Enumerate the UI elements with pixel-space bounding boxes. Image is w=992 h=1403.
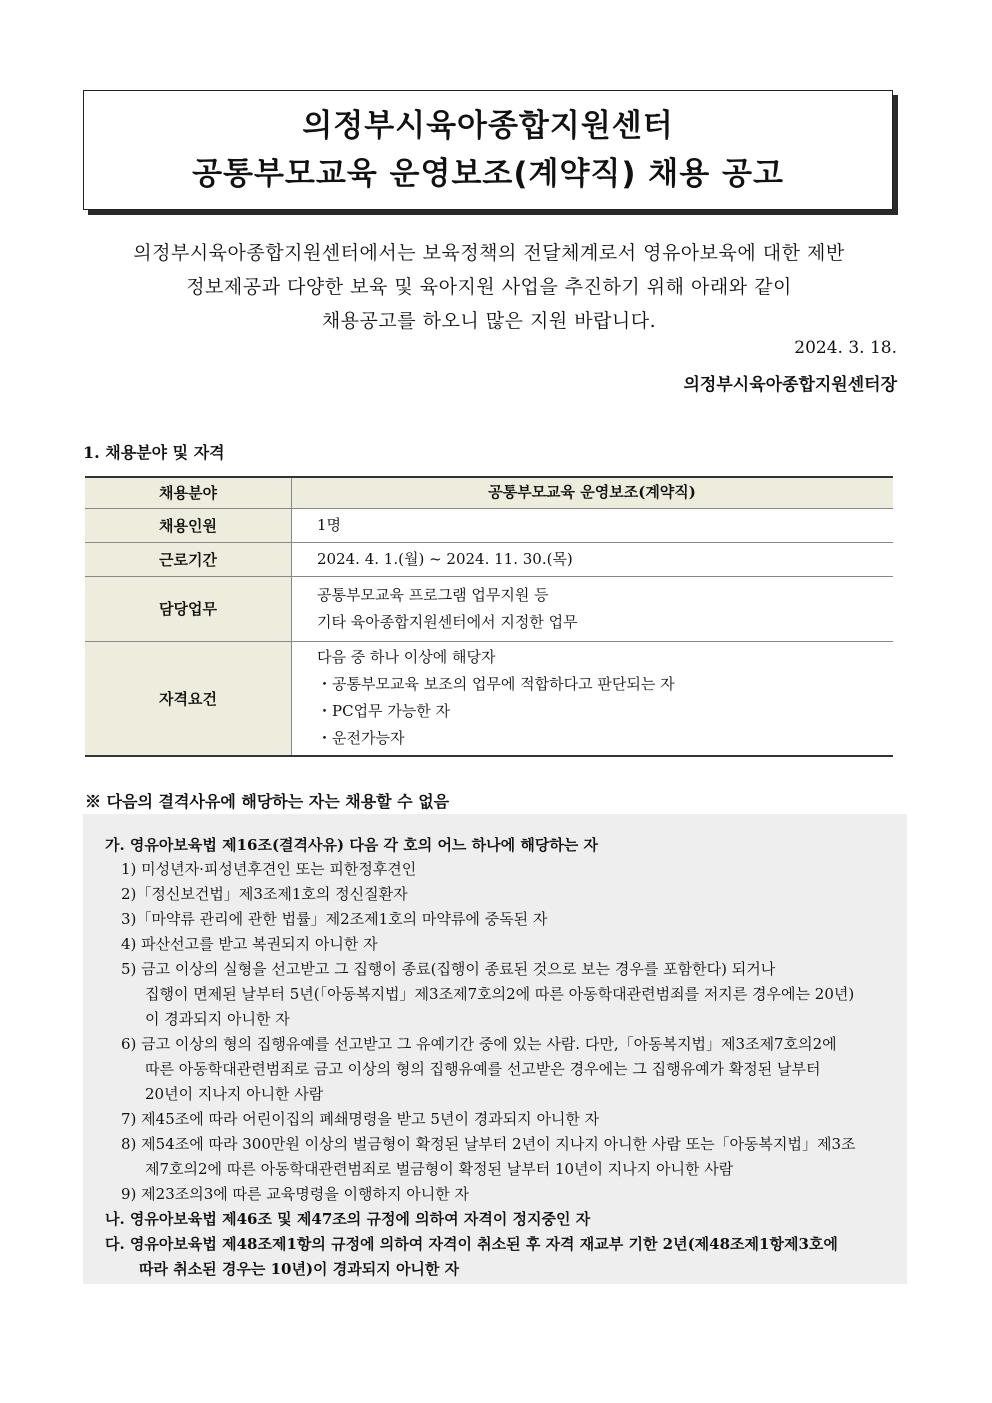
clause-na: 나. 영유아보육법 제46조 및 제47조의 규정에 의하여 자격이 정지중인 자 (105, 1210, 591, 1228)
row-value (292, 477, 894, 508)
signer: 의정부시육아종합지원센터장 (683, 375, 897, 395)
row-value (292, 508, 894, 542)
title-line-1: 의정부시육아종합지원센터 (302, 108, 674, 144)
row-label: 채용인원 (85, 508, 292, 542)
value-line: 1명 (317, 515, 342, 534)
value-line: 공통부모교육 운영보조(계약직) (488, 483, 696, 502)
table-row (85, 576, 893, 641)
table-row (85, 542, 893, 576)
disqualification-box (83, 814, 907, 1284)
intro-line: 의정부시육아종합지원센터에서는 보육정책의 전달체계로서 영유아보육에 대한 제반 (133, 242, 845, 264)
row-value (292, 542, 894, 576)
intro-line: 정보제공과 다양한 보육 및 육아지원 사업을 추진하기 위해 아래와 같이 (186, 276, 792, 298)
clause-item: 3)「마약류 관리에 관한 법률」제2조제1호의 마약류에 중독된 자 (121, 910, 548, 928)
row-label: 채용분야 (85, 477, 292, 508)
clause-item-continued: 집행이 면제된 날부터 5년(「아동복지법」제3조제7호의2에 따른 아동학대관련범죄를 저지른 경우에는 20년) (145, 985, 855, 1003)
clause-item: 6) 금고 이상의 형의 집행유예를 선고받고 그 유예기간 중에 있는 사람. 다만,「아동복지법」제3조제7호의2에 (121, 1035, 837, 1053)
intro-paragraph (83, 236, 895, 338)
table-row (85, 477, 893, 508)
value-line: 2024. 4. 1.(월) ~ 2024. 11. 30.(목) (317, 549, 573, 568)
clause-item-continued: 제7호의2에 따른 아동학대관련범죄로 벌금형이 확정된 날부터 10년이 지나지 아니한 사람 (145, 1160, 734, 1178)
row-label: 자격요건 (85, 641, 292, 756)
clause-item-continued: 따른 아동학대관련범죄로 금고 이상의 형의 집행유예를 선고받은 경우에는 그 집행유예가 확정된 날부터 (145, 1060, 821, 1078)
clause-item: 9) 제23조의3에 따른 교육명령을 이행하지 아니한 자 (121, 1185, 469, 1203)
row-value (292, 641, 894, 756)
table-row (85, 508, 893, 542)
row-value (292, 576, 894, 641)
section-heading: 1. 채용분야 및 자격 (83, 443, 225, 462)
clause-item: 4) 파산선고를 받고 복권되지 아니한 자 (121, 935, 378, 953)
clause-item-continued: 20년이 지나지 아니한 사람 (145, 1085, 324, 1103)
notice-date: 2024. 3. 18. (794, 338, 897, 358)
clause-item: 5) 금고 이상의 실형을 선고받고 그 집행이 종료(집행이 종료된 것으로 보는 경우를 포함한다) 되거나 (121, 960, 776, 978)
intro-line: 채용공고를 하오니 많은 지원 바랍니다. (321, 310, 657, 332)
title-line-2: 공통부모교육 운영보조(계약직) 채용 공고 (192, 156, 784, 192)
clause-item: 7) 제45조에 따라 어린이집의 폐쇄명령을 받고 5년이 경과되지 아니한 자 (121, 1110, 600, 1128)
title-box (83, 90, 893, 210)
value-line: ・PC업무 가능한 자 (317, 702, 451, 721)
recruitment-table (85, 476, 893, 757)
clause-ga: 가. 영유아보육법 제16조(결격사유) 다음 각 호의 어느 하나에 해당하는 자 (105, 836, 599, 854)
value-line: 공통부모교육 프로그램 업무지원 등 (317, 585, 549, 604)
row-label: 담당업무 (85, 576, 292, 641)
disqualification-heading: ※ 다음의 결격사유에 해당하는 자는 채용할 수 없음 (85, 792, 450, 811)
clause-item: 8) 제54조에 따라 300만원 이상의 벌금형이 확정된 날부터 2년이 지나지 아니한 사람 또는「아동복지법」제3조 (121, 1135, 856, 1153)
clause-item-continued: 이 경과되지 아니한 자 (145, 1010, 290, 1028)
value-line: 다음 중 하나 이상에 해당자 (317, 648, 496, 667)
clause-item: 2)「정신보건법」제3조제1호의 정신질환자 (121, 885, 408, 903)
clause-da: 다. 영유아보육법 제48조제1항의 규정에 의하여 자격이 취소된 후 자격 재교부 기한 2년(제48조제1항제3호에 (105, 1235, 838, 1253)
value-line: 기타 육아종합지원센터에서 지정한 업무 (317, 612, 578, 631)
clause-item: 1) 미성년자·피성년후견인 또는 피한정후견인 (121, 860, 417, 878)
table-row (85, 641, 893, 756)
value-line: ・운전가능자 (317, 729, 405, 748)
row-label: 근로기간 (85, 542, 292, 576)
value-line: ・공통부모교육 보조의 업무에 적합하다고 판단되는 자 (317, 675, 675, 694)
clause-da-continued: 따라 취소된 경우는 10년)이 경과되지 아니한 자 (139, 1260, 460, 1278)
